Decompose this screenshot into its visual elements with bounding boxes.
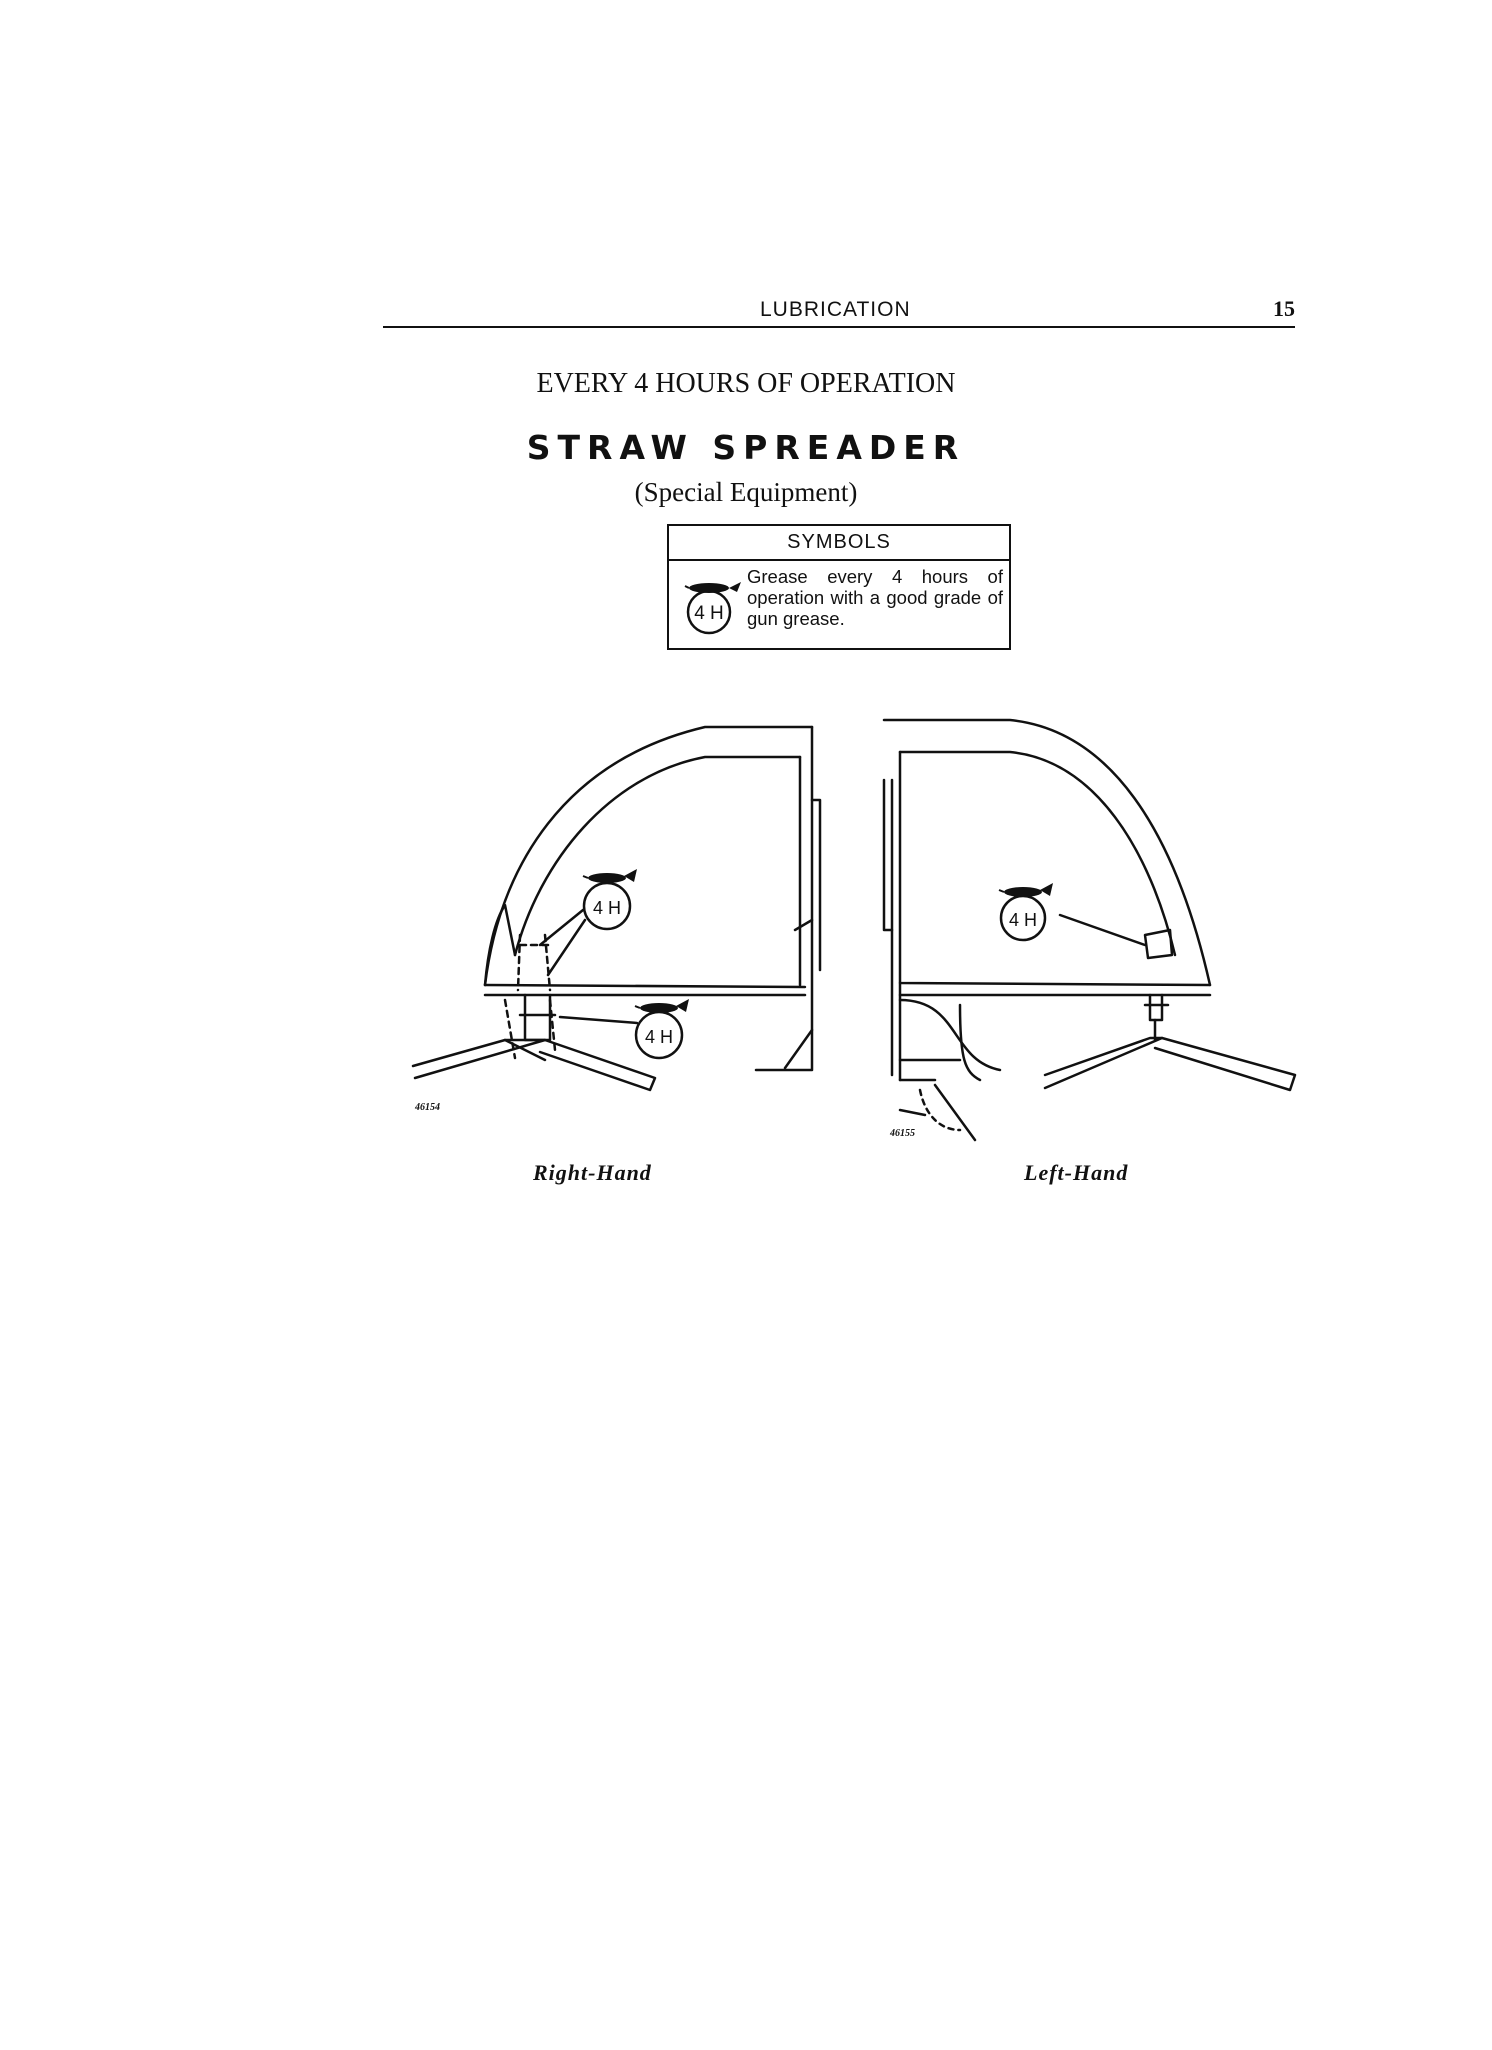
page-title: STRAW SPREADER — [526, 428, 966, 467]
caption-right-hand: Right-Hand — [533, 1160, 652, 1185]
caption-left-hand: Left-Hand — [1024, 1160, 1129, 1185]
grease-gun-icon — [583, 869, 637, 883]
grease-gun-icon — [635, 999, 689, 1013]
figure-number: 46154 — [415, 1102, 440, 1113]
symbols-description: Grease every 4 hours of operation with a good grade of gun grease. — [747, 566, 1003, 629]
page-number: 15 — [1273, 296, 1295, 321]
symbols-heading: SYMBOLS — [669, 526, 1009, 561]
symbols-icon-label: 4 H — [694, 603, 724, 624]
callout-label: 4 H — [592, 898, 622, 918]
page-subtitle: (Special Equipment) — [634, 477, 858, 507]
figure-number: 46155 — [890, 1128, 915, 1139]
interval-heading: EVERY 4 HOURS OF OPERATION — [536, 368, 956, 399]
grease-gun-icon — [999, 883, 1053, 897]
callout-label: 4 H — [1008, 910, 1038, 930]
left-hand-diagram — [884, 720, 1295, 1140]
section-header: LUBRICATION — [760, 298, 911, 321]
callout-label: 4 H — [644, 1027, 674, 1047]
